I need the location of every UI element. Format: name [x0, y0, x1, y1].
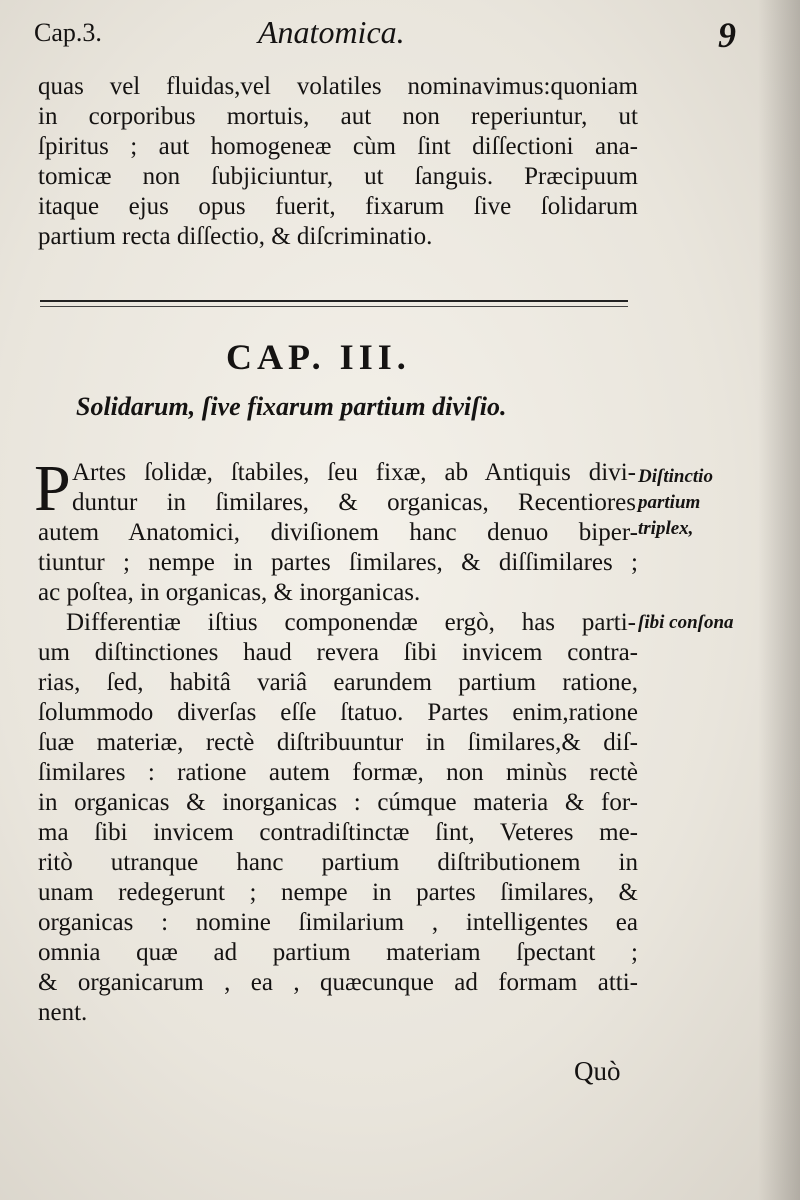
marginal-note-line: partium: [638, 492, 701, 513]
text-line: in corporibus mortuis, aut non reperiuntur, ut: [38, 103, 638, 130]
text-line: ma ſibi invicem contradiſtinctæ ſint, Veteres me-: [38, 819, 638, 846]
marginal-note-line: Diſtinctio: [638, 466, 713, 487]
text-line: partium recta diſſectio, & diſcriminatio.: [38, 223, 433, 250]
text-line: & organicarum , ea , quæcunque ad formam atti-: [38, 969, 638, 996]
text-line: nent.: [38, 999, 88, 1026]
text-line: ritò utranque hanc partium diſtributionem in: [38, 849, 638, 876]
text-line: ſpiritus ; aut homogeneæ cùm ſint diſſectioni ana-: [38, 133, 638, 160]
running-head-chapter: Cap.3.: [34, 18, 102, 47]
text-line: ſimilares : ratione autem formæ, non minùs rectè: [38, 759, 638, 786]
text-line: omnia quæ ad partium materiam ſpectant ;: [38, 939, 638, 966]
page-number: 9: [718, 15, 736, 55]
text-line: Artes ſolidæ, ſtabiles, ſeu fixæ, ab Antiquis divi-: [72, 459, 636, 486]
text-line: duntur in ſimilares, & organicas, Recentiores: [72, 489, 636, 516]
text-line: rias, ſed, habitâ variâ earundem partium ratione,: [38, 669, 638, 696]
text-line: organicas : nomine ſimilarium , intelligentes ea: [38, 909, 638, 936]
marginal-note-line: ſibi conſona: [638, 612, 734, 633]
text-line: ſuæ materiæ, rectè diſtribuuntur in ſimilares,& diſ-: [38, 729, 638, 756]
text-line: unam redegerunt ; nempe in partes ſimilares, &: [38, 879, 638, 906]
text-line: tiuntur ; nempe in partes ſimilares, & diſſimilares ;: [38, 549, 638, 576]
section-rule: [40, 300, 628, 302]
page-edge-shadow: [758, 0, 800, 1200]
text-line: autem Anatomici, diviſionem hanc denuo biper-: [38, 519, 638, 546]
text-line: in organicas & inorganicas : cúmque materia & for-: [38, 789, 638, 816]
chapter-heading: CAP. III.: [226, 337, 411, 377]
running-head-title: Anatomica.: [258, 14, 405, 50]
text-line: itaque ejus opus fuerit, fixarum ſive ſolidarum: [38, 193, 638, 220]
text-line: ac poſtea, in organicas, & inorganicas.: [38, 579, 421, 606]
marginal-note-line: triplex,: [638, 518, 694, 539]
catchword: Quò: [574, 1056, 621, 1086]
text-line: um diſtinctiones haud revera ſibi invicem contra-: [38, 639, 638, 666]
chapter-subtitle: Solidarum, ſive fixarum partium diviſio.: [76, 392, 507, 421]
text-line: quas vel fluidas,vel volatiles nominavimus:quoniam: [38, 73, 638, 100]
drop-cap: P: [34, 452, 71, 525]
text-line: ſolummodo diverſas eſſe ſtatuo. Partes enim,ratione: [38, 699, 638, 726]
section-rule-thin: [40, 306, 628, 307]
text-line: tomicæ non ſubjiciuntur, ut ſanguis. Præcipuum: [38, 163, 638, 190]
text-line: Differentiæ iſtius componendæ ergò, has parti-: [66, 609, 636, 636]
